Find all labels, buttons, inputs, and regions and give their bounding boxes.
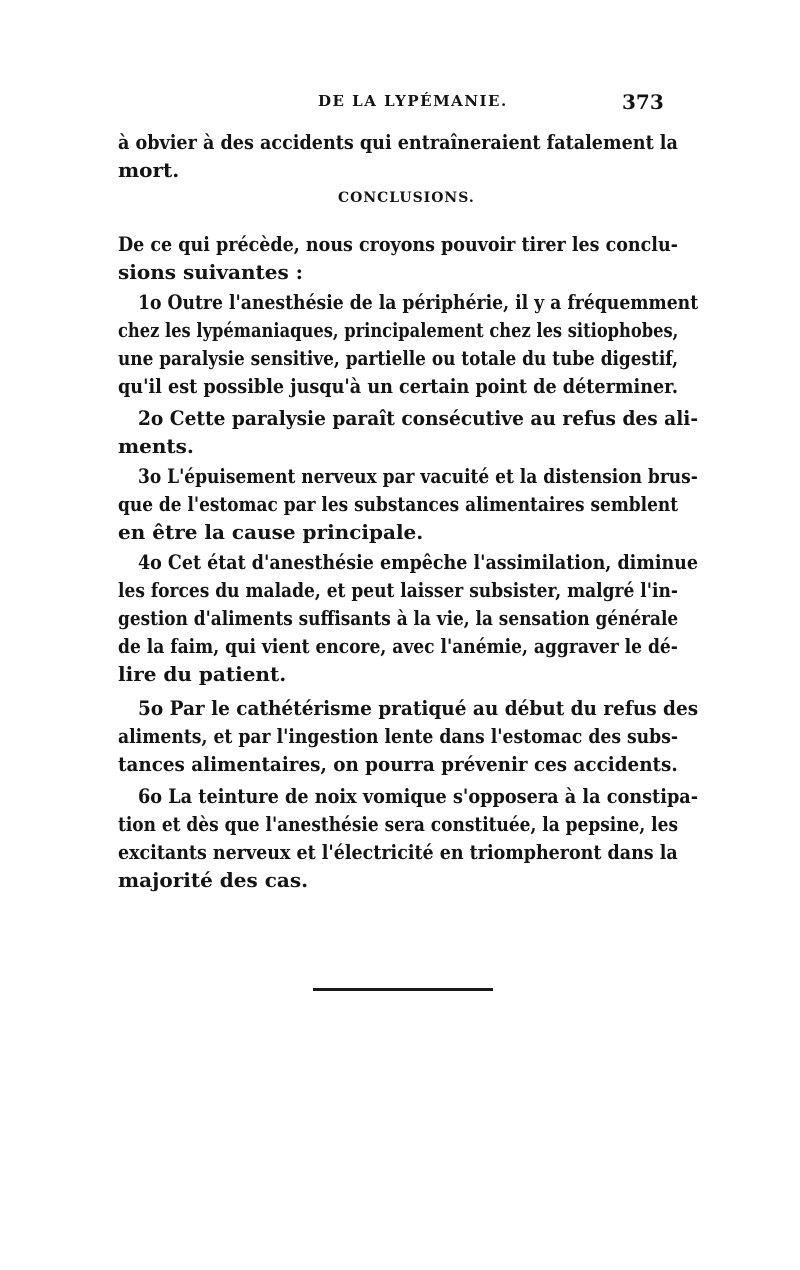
conclusion-4-line: les forces du malade, et peut laisser subsister, malgré l'in- — [118, 578, 678, 602]
conclusion-4-line: lire du patient. — [118, 662, 287, 686]
conclusion-6-line: tion et dès que l'anesthésie sera constituée, la pepsine, les — [118, 812, 679, 836]
conclusion-4-line: 4o Cet état d'anesthésie empêche l'assimilation, diminue — [138, 550, 699, 574]
running-head: DE LA LYPÉMANIE. — [318, 92, 508, 110]
conclusion-1-line: qu'il est possible jusqu'à un certain point de déterminer. — [118, 374, 678, 398]
body-line: sions suivantes : — [118, 260, 304, 284]
conclusion-5-line: aliments, et par l'ingestion lente dans l'estomac des subs- — [118, 724, 679, 748]
conclusion-3-line: 3o L'épuisement nerveux par vacuité et la distension brus- — [138, 464, 698, 488]
conclusion-6-line: majorité des cas. — [118, 868, 309, 892]
body-line: à obvier à des accidents qui entraîneraient fatalement la — [118, 130, 678, 154]
conclusion-4-line: de la faim, qui vient encore, avec l'anémie, aggraver le dé- — [118, 634, 678, 658]
end-rule — [313, 988, 493, 991]
conclusion-6-line: 6o La teinture de noix vomique s'opposera à la constipa- — [138, 784, 699, 808]
conclusion-1-line: chez les lypémaniaques, principalement chez les sitiophobes, — [118, 318, 679, 342]
conclusion-2-line: ments. — [118, 434, 194, 458]
conclusion-3-line: que de l'estomac par les substances alimentaires semblent — [118, 492, 679, 516]
conclusion-3-line: en être la cause principale. — [118, 520, 424, 544]
conclusion-1-line: une paralysie sensitive, partielle ou totale du tube digestif, — [118, 346, 679, 370]
conclusion-5-line: tances alimentaires, on pourra prévenir ces accidents. — [118, 752, 678, 776]
conclusion-1-line: 1o Outre l'anesthésie de la périphérie, il y a fréquemment — [138, 290, 699, 314]
section-heading: CONCLUSIONS. — [338, 190, 475, 206]
conclusion-5-line: 5o Par le cathétérisme pratiqué au début du refus des — [138, 696, 699, 720]
body-line: mort. — [118, 158, 180, 182]
conclusion-2-line: 2o Cette paralysie paraît consécutive au refus des ali- — [138, 406, 699, 430]
conclusion-4-line: gestion d'aliments suffisants à la vie, la sensation générale — [118, 606, 679, 630]
conclusion-6-line: excitants nerveux et l'électricité en triompheront dans la — [118, 840, 678, 864]
body-line: De ce qui précède, nous croyons pouvoir tirer les conclu- — [118, 232, 678, 256]
page-number: 373 — [622, 90, 664, 114]
